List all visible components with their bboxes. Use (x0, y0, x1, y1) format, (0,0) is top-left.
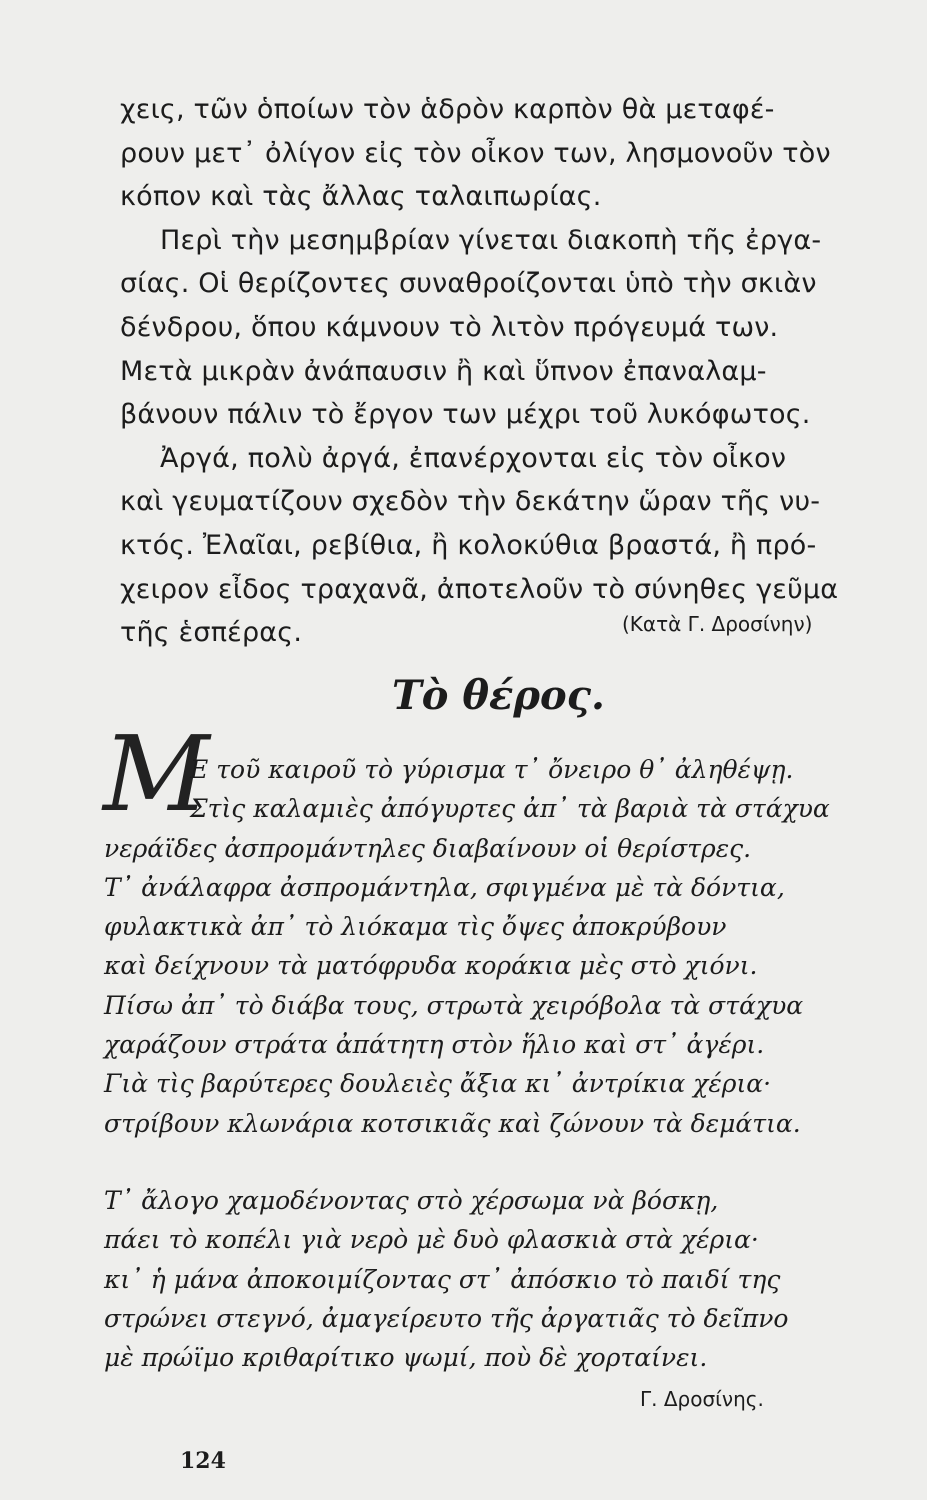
poem (104, 750, 894, 1377)
prose-line: χειρον εἶδος τραχανᾶ, ἀποτελοῦν τὸ σύνηθες γεῦμα (120, 573, 839, 605)
prose-line: Μετὰ μικρὰν ἀνάπαυσιν ἢ καὶ ὕπνον ἐπαναλαμ- (120, 355, 767, 387)
poem-line: χαράζουν στράτα ἀπάτητη στὸν ἥλιο καὶ στ᾽ ἀγέρι. (104, 1030, 765, 1060)
prose-line: καὶ γευματίζουν σχεδὸν τὴν δεκάτην ὥραν τῆς νυ- (120, 486, 821, 518)
poem-line: νεράϊδες ἀσπρομάντηλες διαβαίνουν οἱ θερίστρες. (104, 833, 752, 863)
poem-line: στρίβουν κλωνάρια κοτσικιᾶς καὶ ζώνουν τὰ δεμάτια. (104, 1108, 801, 1138)
poem-line: πάει τὸ κοπέλι γιὰ νερὸ μὲ δυὸ φλασκιὰ στὰ χέρια· (104, 1225, 759, 1255)
poem-line: φυλακτικὰ ἀπ᾽ τὸ λιόκαμα τὶς ὄψες ἀποκρύβουν (104, 912, 727, 942)
prose-line: Περὶ τὴν μεσημβρίαν γίνεται διακοπὴ τῆς ἐργα- (160, 224, 822, 256)
prose-line: κόπον καὶ τὰς ἄλλας ταλαιπωρίας. (120, 181, 602, 213)
prose-line: σίας. Οἱ θερίζοντες συναθροίζονται ὑπὸ τὴν σκιὰν (120, 268, 817, 300)
poem-line: στρώνει στεγνό, ἀμαγείρευτο τῆς ἀργατιᾶς τὸ δεῖπνο (104, 1303, 789, 1333)
poem-author-signature: Γ. Δροσίνης. (640, 1387, 764, 1411)
prose-line: τῆς ἑσπέρας. (120, 617, 303, 649)
prose-line: κτός. Ἐλαῖαι, ρεβίθια, ἢ κολοκύθια βραστά, ἢ πρό- (120, 529, 817, 561)
prose-line: ρουν μετ᾽ ὀλίγον εἰς τὸν οἶκον των, λησμονοῦν τὸν (120, 137, 831, 169)
drop-cap: Μ (103, 713, 210, 835)
prose-line: βάνουν πάλιν τὸ ἔργον των μέχρι τοῦ λυκόφωτος. (120, 399, 811, 431)
poem-line: μὲ πρώϊμο κριθαρίτικο ψωμί, ποὺ δὲ χορταίνει. (104, 1343, 708, 1373)
poem-line: Ε τοῦ καιροῦ τὸ γύρισμα τ᾽ ὄνειρο θ᾽ ἀληθέψῃ. (190, 755, 794, 784)
poem-line: Τ᾽ ἄλογο χαμοδένοντας στὸ χέρσωμα νὰ βόσκῃ, (104, 1185, 719, 1215)
prose-line: χεις, τῶν ὁποίων τὸν ἁδρὸν καρπὸν θὰ μεταφέ- (120, 94, 775, 125)
prose-line: Ἀργά, πολὺ ἀργά, ἐπανέρχονται εἰς τὸν οἶκον (160, 442, 787, 474)
prose-passage (120, 88, 880, 655)
page-number: 124 (180, 1448, 226, 1474)
poem-line: κι᾽ ἡ μάνα ἀποκοιμίζοντας στ᾽ ἀπόσκιο τὸ παιδί της (104, 1264, 781, 1294)
poem-title: Τὸ θέρος. (392, 672, 605, 719)
poem-line: Στὶς καλαμιὲς ἀπόγυρτες ἀπ᾽ τὰ βαριὰ τὰ στάχυα (190, 794, 830, 824)
poem-line: Τ᾽ ἀνάλαφρα ἀσπρομάντηλα, σφιγμένα μὲ τὰ δόντια, (104, 872, 785, 902)
stanza-break (104, 1143, 894, 1181)
prose-line: δένδρου, ὅπου κάμνουν τὸ λιτὸν πρόγευμά των. (120, 311, 779, 343)
poem-line: Γιὰ τὶς βαρύτερες δουλειὲς ἄξια κι᾽ ἀντρίκια χέρια· (104, 1069, 772, 1099)
poem-line: Πίσω ἀπ᾽ τὸ διάβα τους, στρωτὰ χειρόβολα τὰ στάχυα (104, 990, 804, 1020)
source-credit: (Κατὰ Γ. Δροσίνην) (622, 612, 813, 636)
poem-line: καὶ δείχνουν τὰ ματόφρυδα κοράκια μὲς στὸ χιόνι. (104, 951, 758, 981)
